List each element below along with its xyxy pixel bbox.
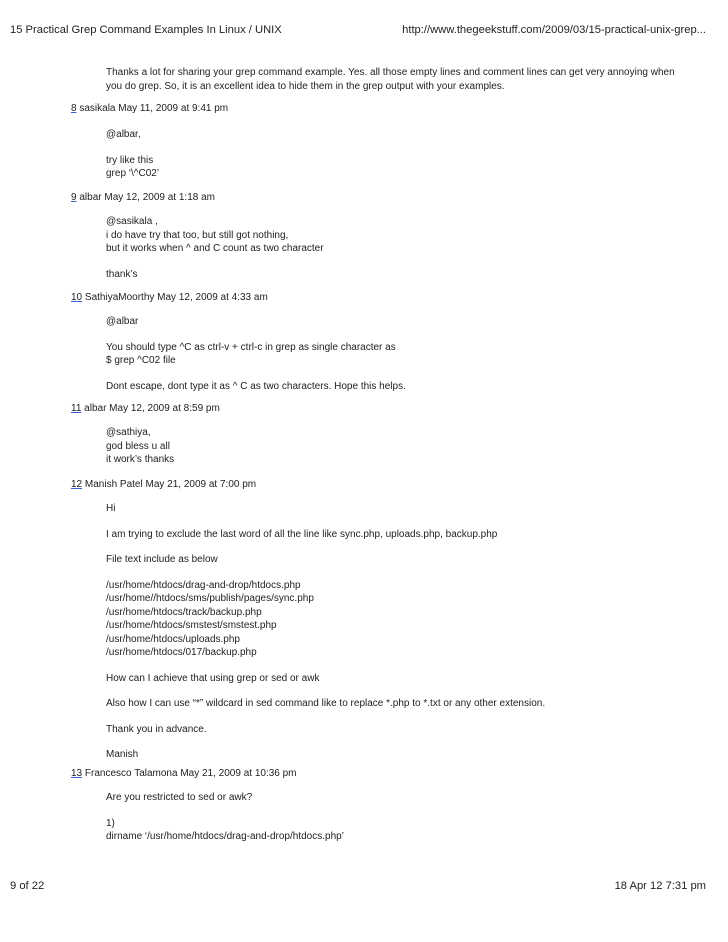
comment-paragraph: You should type ^C as ctrl-v + ctrl-c in grep as single character as $ grep ^C02 file [106, 341, 396, 366]
comment-body-intro [106, 66, 686, 93]
comment-number-link[interactable]: 8 [71, 103, 77, 114]
comment-paragraph: How can I achieve that using grep or sed or awk [106, 672, 320, 684]
comment-paragraph: Manish [106, 749, 139, 760]
comment-paragraph: Dont escape, dont type it as ^ C as two characters. Hope this helps. [106, 380, 406, 392]
page-url[interactable]: http://www.thegeekstuff.com/2009/03/15-practical-unix-grep... [402, 24, 706, 36]
comment-paragraph: thank’s [106, 268, 138, 280]
comment-paragraph: Thanks a lot for sharing your grep command example. Yes. all those empty lines and comment lines can get very annoying when you do grep. So, it is an excellent idea to hide them in the grep output with your examples. [106, 67, 675, 92]
comment-paragraph: 1) dirname ‘/usr/home/htdocs/drag-and-drop/htdocs.php’ [106, 817, 344, 842]
comment-header [71, 191, 215, 204]
comment-body [106, 128, 686, 181]
comment-paragraph: I am trying to exclude the last word of all the line like sync.php, uploads.php, backup.php [106, 528, 498, 540]
comment-header [71, 102, 228, 115]
page-count: 9 of 22 [10, 880, 45, 892]
comment-header [71, 402, 220, 415]
comment-meta: albar May 12, 2009 at 8:59 pm [84, 403, 220, 414]
comment-paragraph: Thank you in advance. [106, 723, 207, 735]
comment-paragraph: @albar, [106, 129, 141, 140]
page-title: 15 Practical Grep Command Examples In Linux / UNIX [10, 24, 282, 36]
comment-meta: Francesco Talamona May 21, 2009 at 10:36 pm [84, 768, 297, 779]
comment-meta: Manish Patel May 21, 2009 at 7:00 pm [84, 479, 257, 490]
comment-paragraph: @sathiya, god bless u all it work’s thanks [106, 427, 175, 465]
comment-body [106, 426, 686, 467]
comment-paragraph: @sasikala , i do have try that too, but still got nothing, but it works when ^ and C count as two character [106, 216, 324, 254]
comment-paragraph: try like this grep ‘\^C02’ [106, 154, 160, 179]
comment-header [71, 291, 268, 304]
comment-number-link[interactable]: 10 [71, 292, 83, 303]
comment-meta: SathiyaMoorthy May 12, 2009 at 4:33 am [84, 292, 268, 303]
comment-paragraph: Hi [106, 503, 116, 514]
comment-number-link[interactable]: 13 [71, 768, 83, 779]
comment-number-link[interactable]: 9 [71, 192, 77, 203]
comment-meta: sasikala May 11, 2009 at 9:41 pm [79, 103, 229, 114]
comment-number-link[interactable]: 11 [71, 403, 82, 414]
comment-body [106, 215, 686, 281]
comment-number-link[interactable]: 12 [71, 479, 83, 490]
print-timestamp: 18 Apr 12 7:31 pm [614, 880, 706, 892]
comment-meta: albar May 12, 2009 at 1:18 am [79, 192, 215, 203]
comment-body [106, 315, 686, 393]
comment-paragraph: /usr/home/htdocs/drag-and-drop/htdocs.php /usr/home//htdocs/sms/publish/pages/sync.php /usr/home/htdocs/track/backup.php /usr/home/htdocs/smstest/smstest.php /usr/home/htdocs/uploads.php /usr/home/htdocs/017/backup.php [106, 579, 314, 658]
comment-paragraph: @albar [106, 316, 139, 327]
comment-paragraph: Are you restricted to sed or awk? [106, 792, 253, 803]
comment-paragraph: Also how I can use “*” wildcard in sed command like to replace *.php to *.txt or any other extension. [106, 698, 546, 709]
comment-header [71, 478, 256, 491]
comment-body [106, 502, 686, 762]
comment-paragraph: File text include as below [106, 554, 218, 565]
comment-body [106, 791, 686, 844]
comment-header [71, 767, 297, 780]
